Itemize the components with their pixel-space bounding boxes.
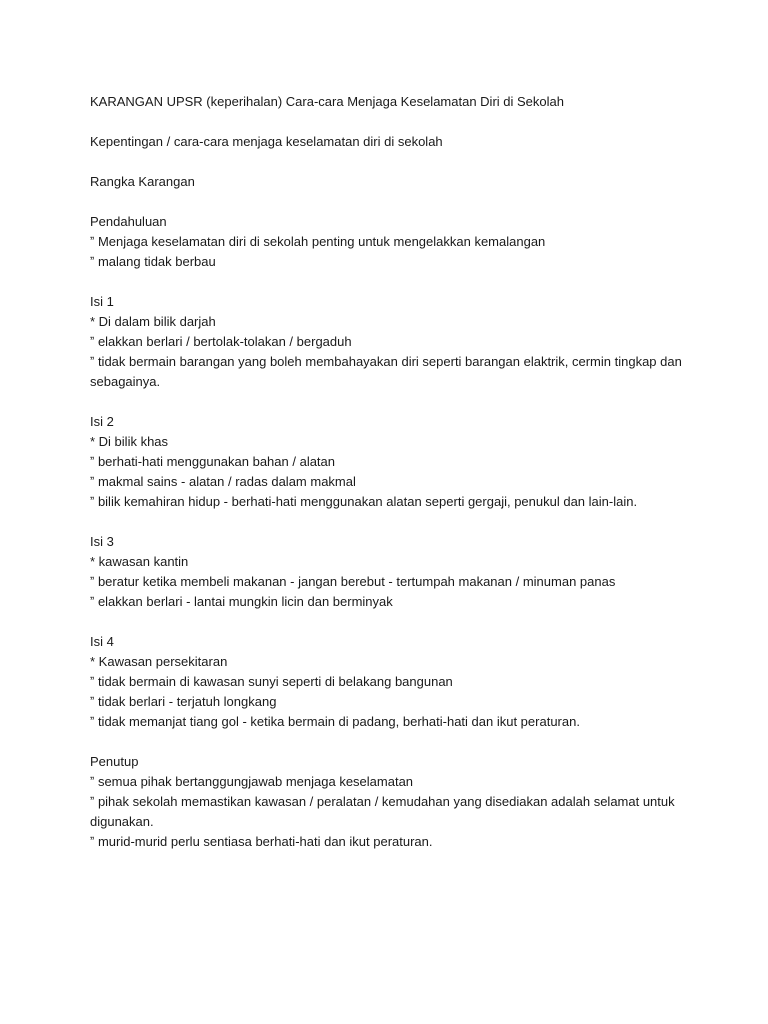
- section-isi-4: [90, 632, 700, 732]
- outline-point: ˮ tidak bermain barangan yang boleh membahayakan diri seperti barangan elaktrik, cermin tingkap dan sebagainya.: [90, 354, 686, 389]
- outline-point: ˮ tidak berlari - terjatuh longkang: [90, 694, 277, 709]
- outline-heading: Rangka Karangan: [90, 174, 195, 189]
- outline-point: * Di dalam bilik darjah: [90, 314, 216, 329]
- outline-point: ˮ tidak memanjat tiang gol - ketika bermain di padang, berhati-hati dan ikut peraturan.: [90, 714, 580, 729]
- section-penutup: [90, 752, 700, 852]
- outline-point: * Di bilik khas: [90, 434, 169, 449]
- outline-point: ˮ tidak bermain di kawasan sunyi seperti di belakang bangunan: [90, 674, 453, 689]
- section-heading: Isi 4: [90, 634, 114, 649]
- outline-point: ˮ malang tidak berbau: [90, 254, 216, 269]
- outline-point: ˮ semua pihak bertanggungjawab menjaga keselamatan: [90, 774, 414, 789]
- section-heading: Pendahuluan: [90, 214, 167, 229]
- document-subtitle: Kepentingan / cara-cara menjaga keselamatan diri di sekolah: [90, 134, 443, 149]
- section-isi-1: [90, 292, 700, 392]
- spacer: [90, 152, 700, 172]
- spacer: [90, 192, 700, 212]
- section-heading: Penutup: [90, 754, 139, 769]
- outline-point: ˮ berhati-hati menggunakan bahan / alatan: [90, 454, 336, 469]
- outline-point: ˮ makmal sains - alatan / radas dalam makmal: [90, 474, 356, 489]
- section-heading: Isi 1: [90, 294, 114, 309]
- section-heading: Isi 2: [90, 414, 114, 429]
- outline-point: ˮ murid-murid perlu sentiasa berhati-hati dan ikut peraturan.: [90, 834, 433, 849]
- spacer: [90, 112, 700, 132]
- outline-point: * kawasan kantin: [90, 554, 189, 569]
- section-isi-2: [90, 412, 700, 512]
- document-title: KARANGAN UPSR (keperihalan) Cara-cara Menjaga Keselamatan Diri di Sekolah: [90, 94, 564, 109]
- outline-point: ˮ bilik kemahiran hidup - berhati-hati menggunakan alatan seperti gergaji, penukul dan lain-lain.: [90, 494, 638, 509]
- outline-point: ˮ beratur ketika membeli makanan - jangan berebut - tertumpah makanan / minuman panas: [90, 574, 616, 589]
- outline-point: * Kawasan persekitaran: [90, 654, 228, 669]
- outline-point: ˮ Menjaga keselamatan diri di sekolah penting untuk mengelakkan kemalangan: [90, 234, 546, 249]
- section-pendahuluan: [90, 212, 700, 272]
- section-isi-3: [90, 532, 700, 612]
- outline-point: ˮ elakkan berlari / bertolak-tolakan / bergaduh: [90, 334, 352, 349]
- document-body: [90, 92, 700, 872]
- outline-point: ˮ elakkan berlari - lantai mungkin licin dan berminyak: [90, 594, 393, 609]
- outline-point: ˮ pihak sekolah memastikan kawasan / peralatan / kemudahan yang disediakan adalah selamat untuk digunakan.: [90, 794, 679, 829]
- section-heading: Isi 3: [90, 534, 114, 549]
